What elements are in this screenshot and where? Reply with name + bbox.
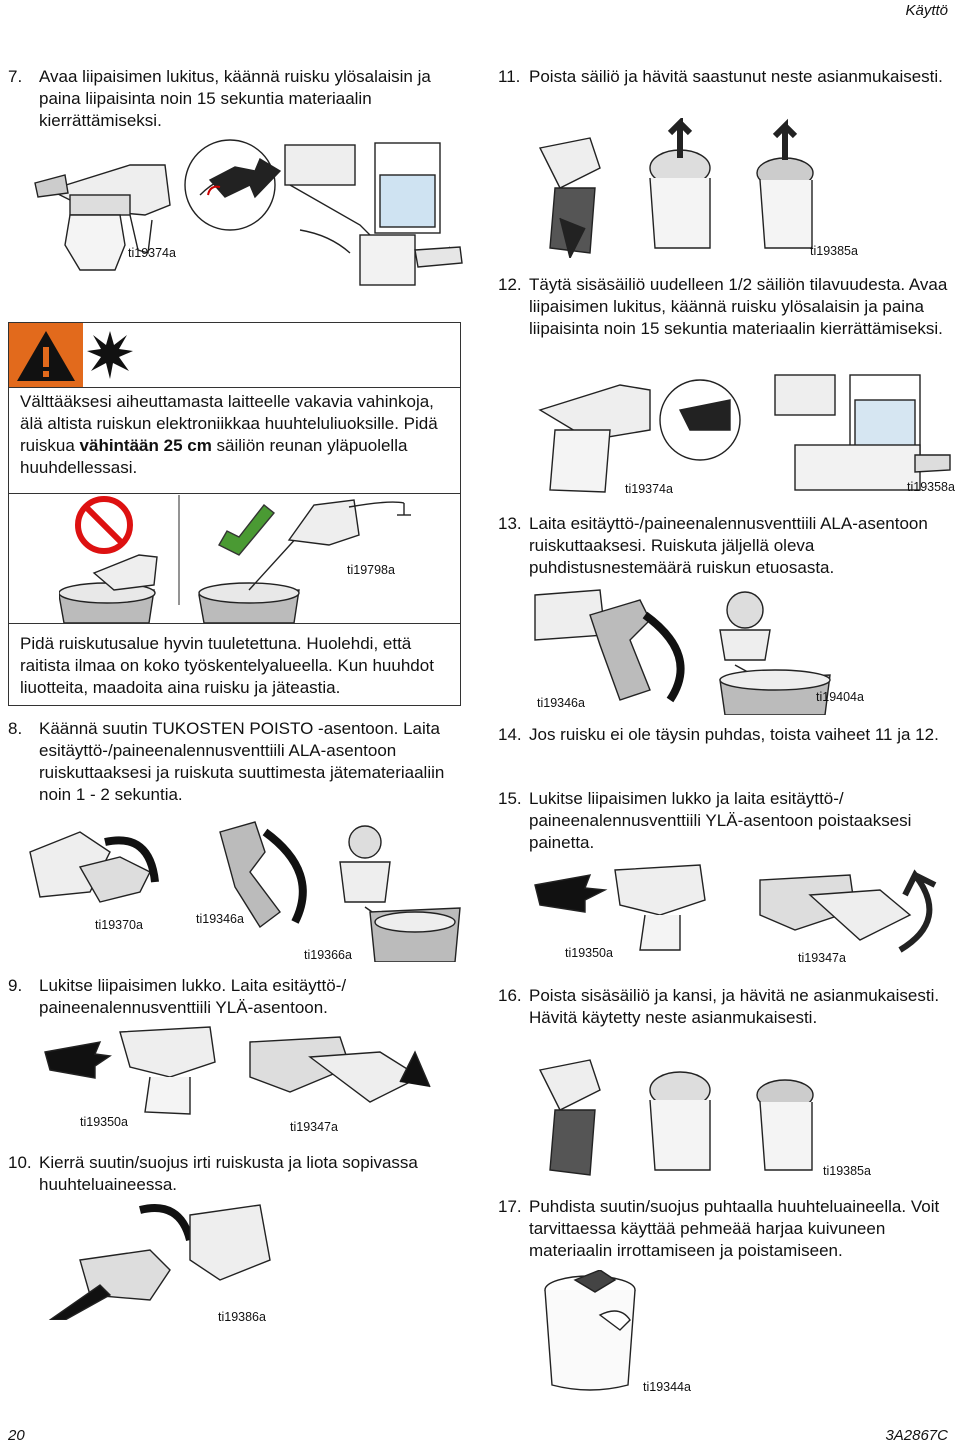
nozzle-clog-illustration (20, 812, 470, 962)
document-code: 3A2867C (885, 1427, 948, 1444)
step-text: Poista säiliö ja hävitä saastunut neste asianmukaisesti. (529, 67, 943, 86)
step-text: Puhdista suutin/suojus puhtaalla huuhteluaineella. Voit tarvittaessa käyttää pehmeää harjaa kuivuneen materiaalin irrottamiseen ja poistamiseen. (529, 1197, 940, 1260)
step-text: Käännä suutin TUKOSTEN POISTO -asentoon. Laita esitäyttö-/paineenalennusventtiili ALA-asentoon ruiskuttaaksesi ja ruiskuta suuttimesta jätemateriaaliin noin 1 - 2 sekuntia. (39, 719, 445, 804)
figure-code: ti19366a (304, 948, 352, 962)
step-7 (8, 66, 468, 132)
figure-code: ti19350a (565, 946, 613, 960)
step-number: 14. (498, 725, 522, 744)
figure-code: ti19385a (823, 1164, 871, 1178)
figure-code: ti19347a (290, 1120, 338, 1134)
step-13 (498, 513, 958, 579)
warning-box (8, 322, 461, 706)
trigger-lock-prime-up-illustration (530, 860, 955, 960)
inner-container-removal-illustration (530, 1040, 830, 1180)
container-removal-illustration (530, 118, 830, 258)
step-number: 7. (8, 67, 23, 86)
step-number: 12. (498, 275, 522, 294)
refill-recirculate-illustration (530, 370, 955, 500)
step-text: Avaa liipaisimen lukitus, käännä ruisku ylösalaisin ja paina liipaisinta noin 15 sekuntia materiaalin kierrättämiseksi. (39, 67, 431, 130)
figure-code: ti19374a (625, 482, 673, 496)
nozzle-cleaning-bucket-illustration (540, 1270, 650, 1395)
step-17 (498, 1196, 958, 1262)
warning-text: Välttääksesi aiheuttamasta laitteelle vakavia vahinkoja, älä altista ruiskun elektroniikkaa huuhteluliuoksille. Pidä ruiskua vähintään 25 cm säiliön reunan yläpuolella huuhdellessasi. (20, 392, 438, 477)
step-12 (498, 274, 958, 340)
step-number: 17. (498, 1197, 522, 1216)
figure-code: ti19374a (128, 246, 176, 260)
step-number: 16. (498, 986, 522, 1005)
figure-code: ti19404a (816, 690, 864, 704)
warning-triangle-icon (9, 323, 83, 387)
step-number: 10. (8, 1153, 32, 1172)
step-14 (498, 724, 958, 746)
step-15 (498, 788, 958, 854)
warning-header (9, 323, 460, 388)
figure-code: ti19370a (95, 918, 143, 932)
ventilation-text: Pidä ruiskutusalue hyvin tuuletettuna. Huolehdi, että raitista ilmaa on koko työskentelyalueella. Kun huuhdot liuotteita, maadoita aina ruisku ja jäteastia. (20, 634, 434, 697)
sprayer-trigger-illustration (30, 135, 470, 305)
step-text: Lukitse liipaisimen lukko. Laita esitäyttö-/ paineenalennusventtiili YLÄ-asentoon. (39, 976, 347, 1017)
figure-code: ti19385a (810, 244, 858, 258)
page-number: 20 (8, 1427, 25, 1444)
nozzle-guard-removal-illustration (40, 1200, 460, 1320)
warning-divider (9, 623, 460, 624)
explosion-icon (85, 329, 135, 381)
warning-emphasis: vähintään 25 cm (79, 436, 212, 455)
section-title: Käyttö (905, 2, 948, 19)
step-text: Laita esitäyttö-/paineenalennusventtiili ALA-asentoon ruiskuttaaksesi. Ruiskuta jäljellä oleva puhdistusnestemäärä ruiskun etuosasta. (529, 514, 928, 577)
step-number: 13. (498, 514, 522, 533)
step-number: 8. (8, 719, 23, 738)
figure-code: ti19358a (907, 480, 955, 494)
figure-code: ti19344a (643, 1380, 691, 1394)
figure-code: ti19346a (537, 696, 585, 710)
step-text: Jos ruisku ei ole täysin puhdas, toista vaiheet 11 ja 12. (529, 725, 939, 744)
prime-down-spray-illustration (530, 585, 955, 715)
step-text: Kierrä suutin/suojus irti ruiskusta ja liota sopivassa huuhteluaineessa. (39, 1153, 418, 1194)
step-number: 9. (8, 976, 23, 995)
step-8 (8, 718, 468, 806)
trigger-lock-prime-valve-illustration (40, 1022, 460, 1122)
spray-distance-illustration (59, 495, 449, 623)
step-text: Poista sisäsäiliö ja kansi, ja hävitä ne asianmukaisesti. Hävitä käytetty neste asianmukaisesti. (529, 986, 940, 1027)
step-11 (498, 66, 958, 88)
figure-code: ti19350a (80, 1115, 128, 1129)
figure-code: ti19347a (798, 951, 846, 965)
figure-code: ti19346a (196, 912, 244, 926)
step-number: 11. (498, 67, 521, 86)
step-text: Täytä sisäsäiliö uudelleen 1/2 säiliön tilavuudesta. Avaa liipaisimen lukitus, käännä ruisku ylösalaisin ja paina liipaisinta noin 15 sekuntia materiaalin kierrättämiseksi. (529, 275, 948, 338)
warning-divider (9, 493, 460, 494)
step-text: Lukitse liipaisimen lukko ja laita esitäyttö-/ paineenalennusventtiili YLÄ-asentoon poistaaksesi painetta. (529, 789, 912, 852)
figure-code: ti19386a (218, 1310, 266, 1324)
step-10 (8, 1152, 468, 1196)
step-9 (8, 975, 468, 1019)
step-16 (498, 985, 958, 1029)
step-number: 15. (498, 789, 522, 808)
figure-code: ti19798a (347, 563, 395, 577)
